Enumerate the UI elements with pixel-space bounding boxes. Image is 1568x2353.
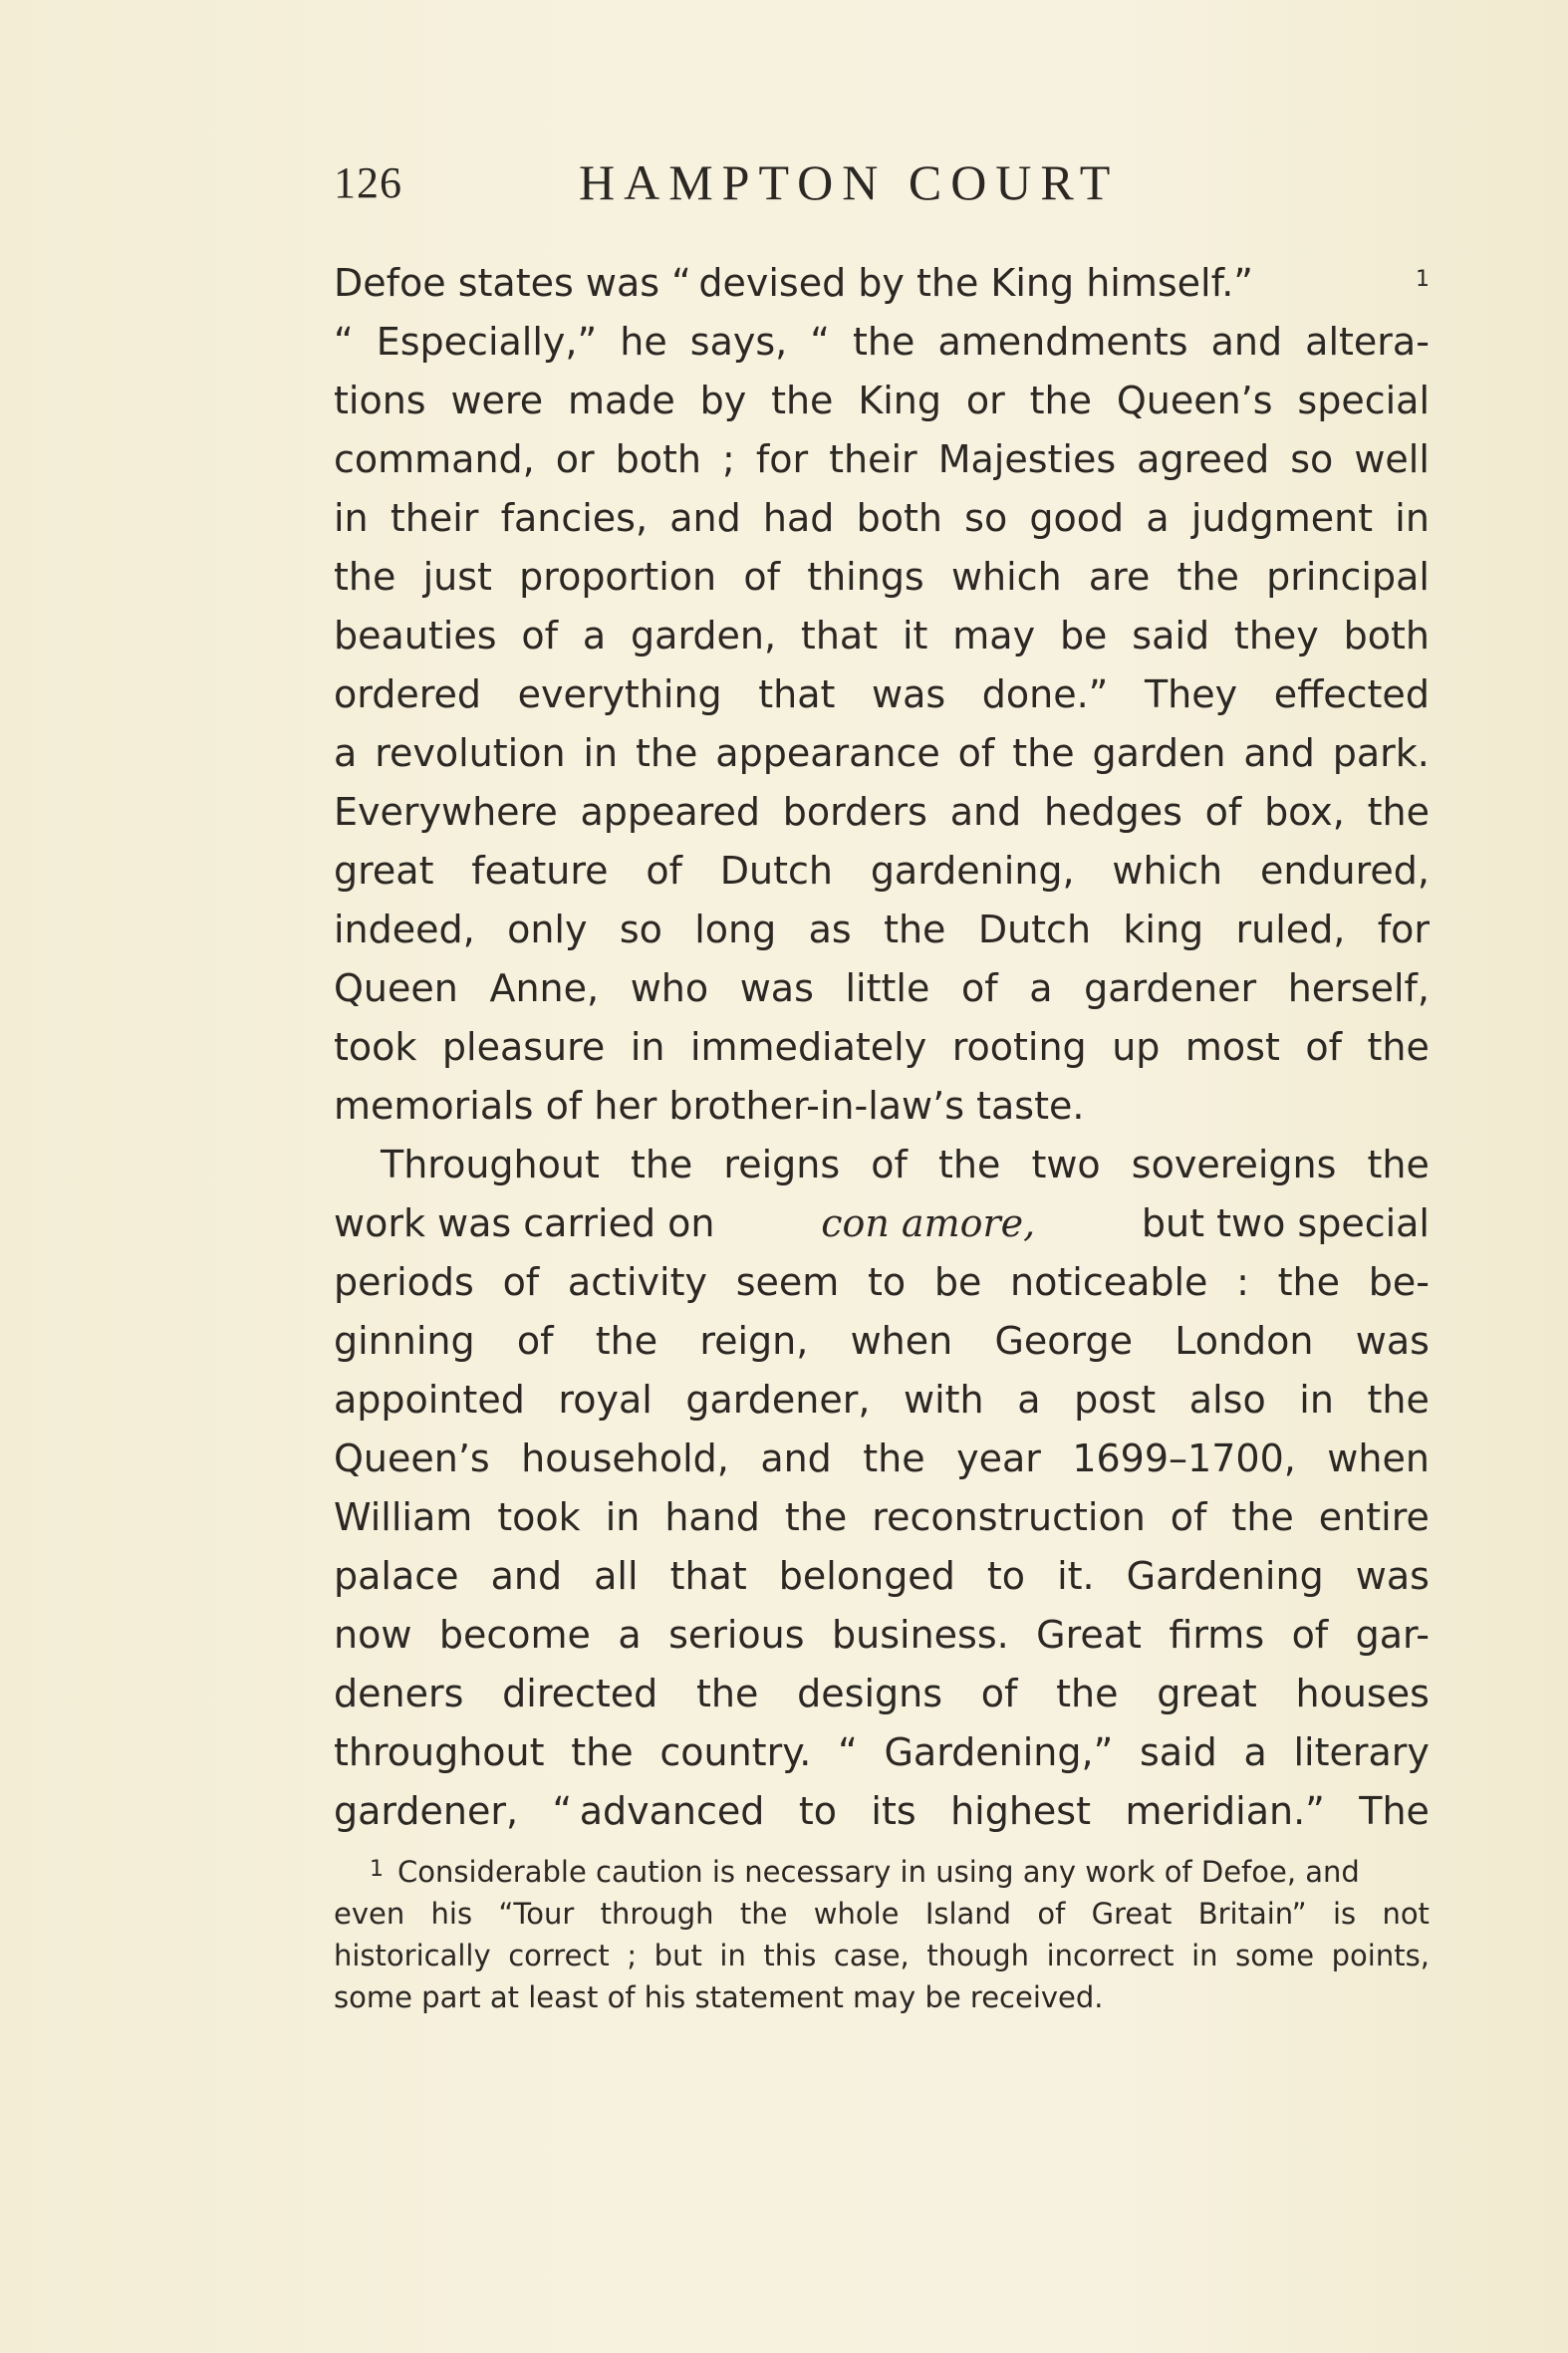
- text-line: memorials of her brother-in-law’s taste.: [334, 1084, 1085, 1128]
- footnote-line: historically correct ; but in this case, though incorrect in some points,: [334, 1939, 1430, 1972]
- page-header: [334, 149, 1430, 219]
- text-line: palace and all that belonged to it. Gardening was: [334, 1554, 1430, 1598]
- text-line: now become a serious business. Great firms of gar-: [334, 1613, 1430, 1657]
- text-line: a revolution in the appearance of the garden and park.: [334, 731, 1430, 775]
- text-line: tions were made by the King or the Queen’s special: [334, 379, 1430, 422]
- text-line: “ Especially,” he says, “ the amendments and altera-: [334, 320, 1430, 364]
- text-line: Defoe states was “ devised by the King himself.” $^1$: [334, 254, 1430, 313]
- footnote: [334, 1851, 1430, 2018]
- text-line: beauties of a garden, that it may be said they both: [334, 614, 1430, 657]
- text-line: Queen Anne, who was little of a gardener herself,: [334, 966, 1430, 1010]
- text-line: indeed, only so long as the Dutch king ruled, for: [334, 908, 1430, 951]
- text-line: Throughout the reigns of the two sovereigns the: [381, 1143, 1430, 1186]
- text-line: in their fancies, and had both so good a judgment in: [334, 496, 1430, 540]
- italic-phrase: con amore,: [821, 1201, 1036, 1245]
- text-line: ordered everything that was done.” They effected: [334, 672, 1430, 716]
- text-line: William took in hand the reconstruction of the entire: [334, 1495, 1430, 1539]
- running-head: HAMPTON COURT: [579, 154, 1120, 210]
- body-text: [334, 254, 1430, 1841]
- text-line: Queen’s household, and the year 1699–1700, when: [334, 1437, 1430, 1480]
- footnote-mark: 1: [370, 1857, 384, 1882]
- footnote-reference: 1: [1416, 267, 1430, 292]
- text-line: great feature of Dutch gardening, which endured,: [334, 849, 1430, 893]
- text-line: Everywhere appeared borders and hedges of box, the: [334, 790, 1430, 834]
- text-line: appointed royal gardener, with a post also in the: [334, 1378, 1430, 1422]
- text-line: periods of activity seem to be noticeable : the be-: [334, 1260, 1430, 1304]
- text-line: deners directed the designs of the great houses: [334, 1672, 1430, 1715]
- text-line: the just proportion of things which are the principal: [334, 555, 1430, 599]
- footnote-line: some part at least of his statement may be received.: [334, 1980, 1104, 2014]
- text-line: ginning of the reign, when George London was: [334, 1319, 1430, 1363]
- footnote-line: even his “Tour through the whole Island of Great Britain” is not: [334, 1897, 1430, 1931]
- text-line: gardener, “ advanced to its highest meridian.” The: [334, 1789, 1430, 1833]
- footnote-line: $^1$ Considerable caution is necessary in using any work of Defoe, and: [370, 1855, 1360, 1889]
- page-number: 126: [334, 158, 402, 207]
- text-line: throughout the country. “ Gardening,” said a literary: [334, 1730, 1430, 1774]
- text-line: took pleasure in immediately rooting up most of the: [334, 1025, 1430, 1069]
- text-line: work was carried on con amore, but two special: [334, 1194, 1430, 1253]
- text-line: command, or both ; for their Majesties agreed so well: [334, 437, 1430, 481]
